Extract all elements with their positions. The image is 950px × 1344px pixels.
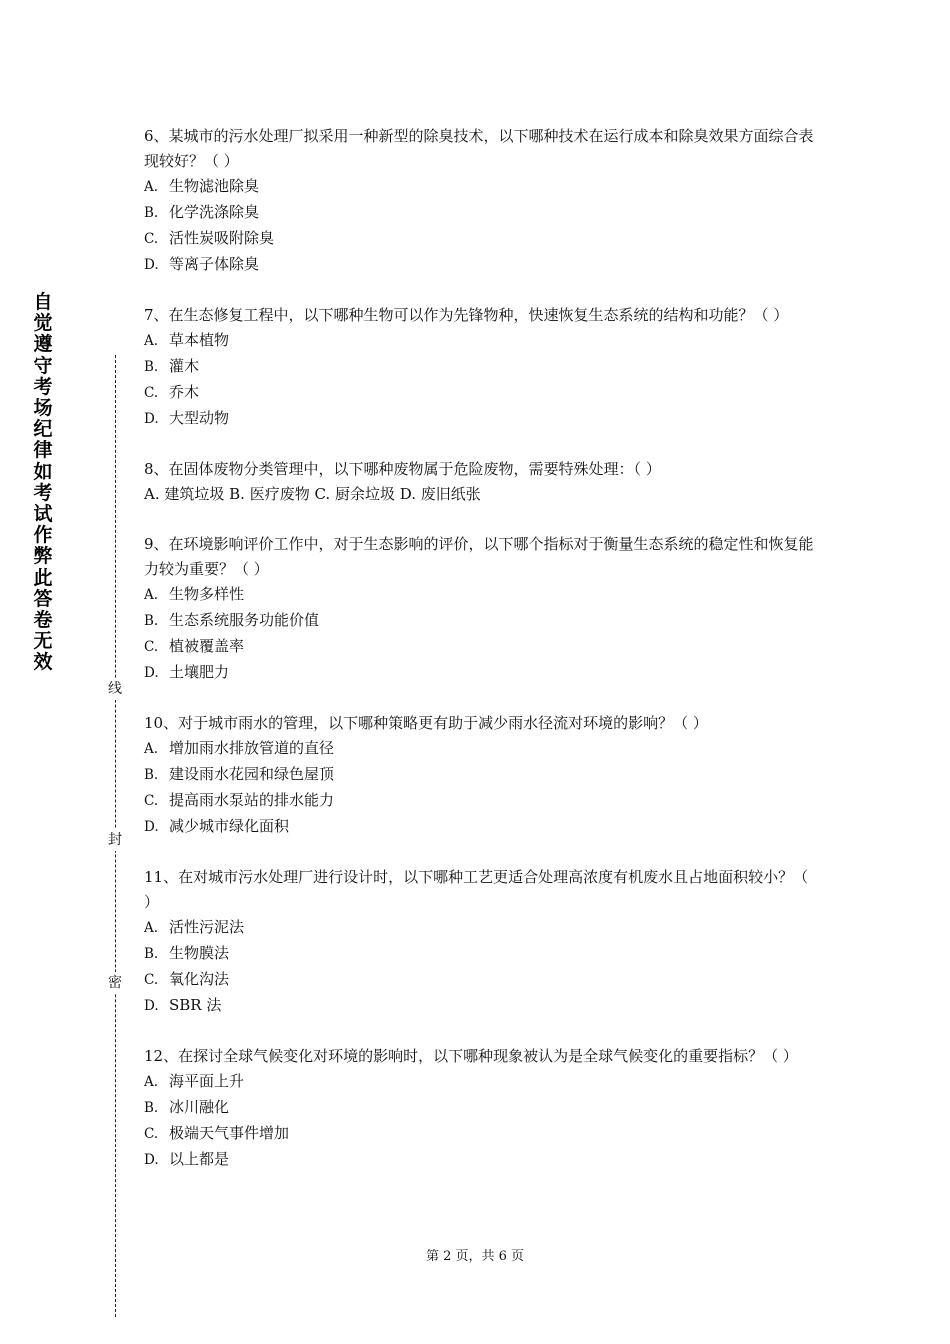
option-letter: D. [144, 411, 159, 427]
option-text: 生物滤池除臭 [169, 177, 260, 195]
option-text: 大型动物 [169, 409, 230, 427]
option-text: 乔木 [169, 383, 200, 401]
option-letter: B. [144, 613, 159, 629]
option-text: 生物膜法 [169, 944, 230, 962]
option-d [144, 814, 814, 840]
option-letter: D. [144, 665, 159, 681]
question-stem: 7、在生态修复工程中，以下哪种生物可以作为先锋物种，快速恢复生态系统的结构和功能？（ ） [144, 306, 789, 324]
option-b [144, 941, 814, 967]
option-letter: C. [144, 639, 159, 655]
option-text: 土壤肥力 [169, 663, 230, 681]
question-11 [144, 865, 814, 1019]
option-b [144, 762, 814, 788]
option-text: 化学洗涤除臭 [169, 203, 260, 221]
question-list [144, 124, 814, 1198]
option-a [144, 582, 814, 608]
option-text: 建设雨水花园和绿色屋顶 [169, 765, 335, 783]
seal-mark-xian: 线 [106, 678, 124, 700]
option-letter: D. [144, 1152, 159, 1168]
option-d [144, 406, 814, 432]
option-b [144, 354, 814, 380]
option-text: 海平面上升 [169, 1072, 245, 1090]
option-text: 活性炭吸附除臭 [169, 229, 275, 247]
option-b [144, 608, 814, 634]
option-letter: A. [144, 741, 159, 757]
option-letter: B. [144, 767, 159, 783]
question-9 [144, 532, 814, 686]
option-b [144, 1095, 814, 1121]
option-letter: C. [144, 231, 159, 247]
option-letter: A. [144, 333, 159, 349]
option-c [144, 380, 814, 406]
question-8 [144, 457, 814, 507]
option-text: 活性污泥法 [169, 918, 245, 936]
option-d [144, 993, 814, 1019]
option-text: 提高雨水泵站的排水能力 [169, 791, 335, 809]
question-stem: 10、对于城市雨水的管理，以下哪种策略更有助于减少雨水径流对环境的影响？（ ） [144, 714, 708, 732]
option-text: 草本植物 [169, 331, 230, 349]
option-text: 氧化沟法 [169, 970, 230, 988]
option-letter: B. [144, 205, 159, 221]
option-c [144, 967, 814, 993]
page-footer: 第 2 页，共 6 页 [425, 1249, 525, 1264]
option-letter: A. [144, 920, 159, 936]
option-text: 生态系统服务功能价值 [169, 611, 320, 629]
option-letter: B. [144, 359, 159, 375]
option-text: SBR 法 [169, 996, 222, 1014]
option-a [144, 1069, 814, 1095]
option-letter: C. [144, 972, 159, 988]
option-text: 极端天气事件增加 [169, 1124, 290, 1142]
option-text: 冰川融化 [169, 1098, 230, 1116]
option-d [144, 660, 814, 686]
option-letter: C. [144, 1126, 159, 1142]
option-c [144, 634, 814, 660]
option-letter: D. [144, 998, 159, 1014]
question-stem: 12、在探讨全球气候变化对环境的影响时，以下哪种现象被认为是全球气候变化的重要指标？（ ） [144, 1047, 798, 1065]
option-letter: D. [144, 257, 159, 273]
option-d [144, 1147, 814, 1173]
option-text: 生物多样性 [169, 585, 245, 603]
option-c [144, 1121, 814, 1147]
exam-discipline-notice: 自觉遵守考场纪律如考试作弊此答卷无效 [33, 291, 53, 674]
option-letter: A. [144, 1074, 159, 1090]
option-letter: D. [144, 819, 159, 835]
seal-mark-feng: 封 [106, 829, 124, 851]
option-text: 灌木 [169, 357, 200, 375]
question-7 [144, 303, 814, 432]
option-c [144, 788, 814, 814]
option-a [144, 328, 814, 354]
option-a [144, 915, 814, 941]
option-letter: A. [144, 179, 159, 195]
option-text: 增加雨水排放管道的直径 [169, 739, 335, 757]
question-stem: 9、在环境影响评价工作中，对于生态影响的评价，以下哪个指标对于衡量生态系统的稳定性和恢复能力较为重要？（ ） [144, 535, 814, 578]
inline-options: A. 建筑垃圾 B. 医疗废物 C. 厨余垃圾 D. 废旧纸张 [144, 485, 481, 503]
option-letter: A. [144, 587, 159, 603]
question-stem: 11、在对城市污水处理厂进行设计时，以下哪种工艺更适合处理高浓度有机废水且占地面积较小？（ ） [144, 868, 809, 911]
question-12 [144, 1044, 814, 1173]
option-letter: C. [144, 385, 159, 401]
option-c [144, 226, 814, 252]
option-d [144, 252, 814, 278]
question-10 [144, 711, 814, 840]
seal-mark-mi: 密 [106, 972, 124, 994]
option-text: 等离子体除臭 [169, 255, 260, 273]
option-letter: C. [144, 793, 159, 809]
option-a [144, 174, 814, 200]
option-b [144, 200, 814, 226]
option-text: 以上都是 [169, 1150, 230, 1168]
option-a [144, 736, 814, 762]
question-stem: 6、某城市的污水处理厂拟采用一种新型的除臭技术，以下哪种技术在运行成本和除臭效果方面综合表现较好？（ ） [144, 127, 814, 170]
question-6 [144, 124, 814, 278]
question-stem: 8、在固体废物分类管理中，以下哪种废物属于危险废物，需要特殊处理：（ ） [144, 460, 661, 478]
option-text: 植被覆盖率 [169, 637, 245, 655]
option-letter: B. [144, 946, 159, 962]
option-letter: B. [144, 1100, 159, 1116]
option-text: 减少城市绿化面积 [169, 817, 290, 835]
